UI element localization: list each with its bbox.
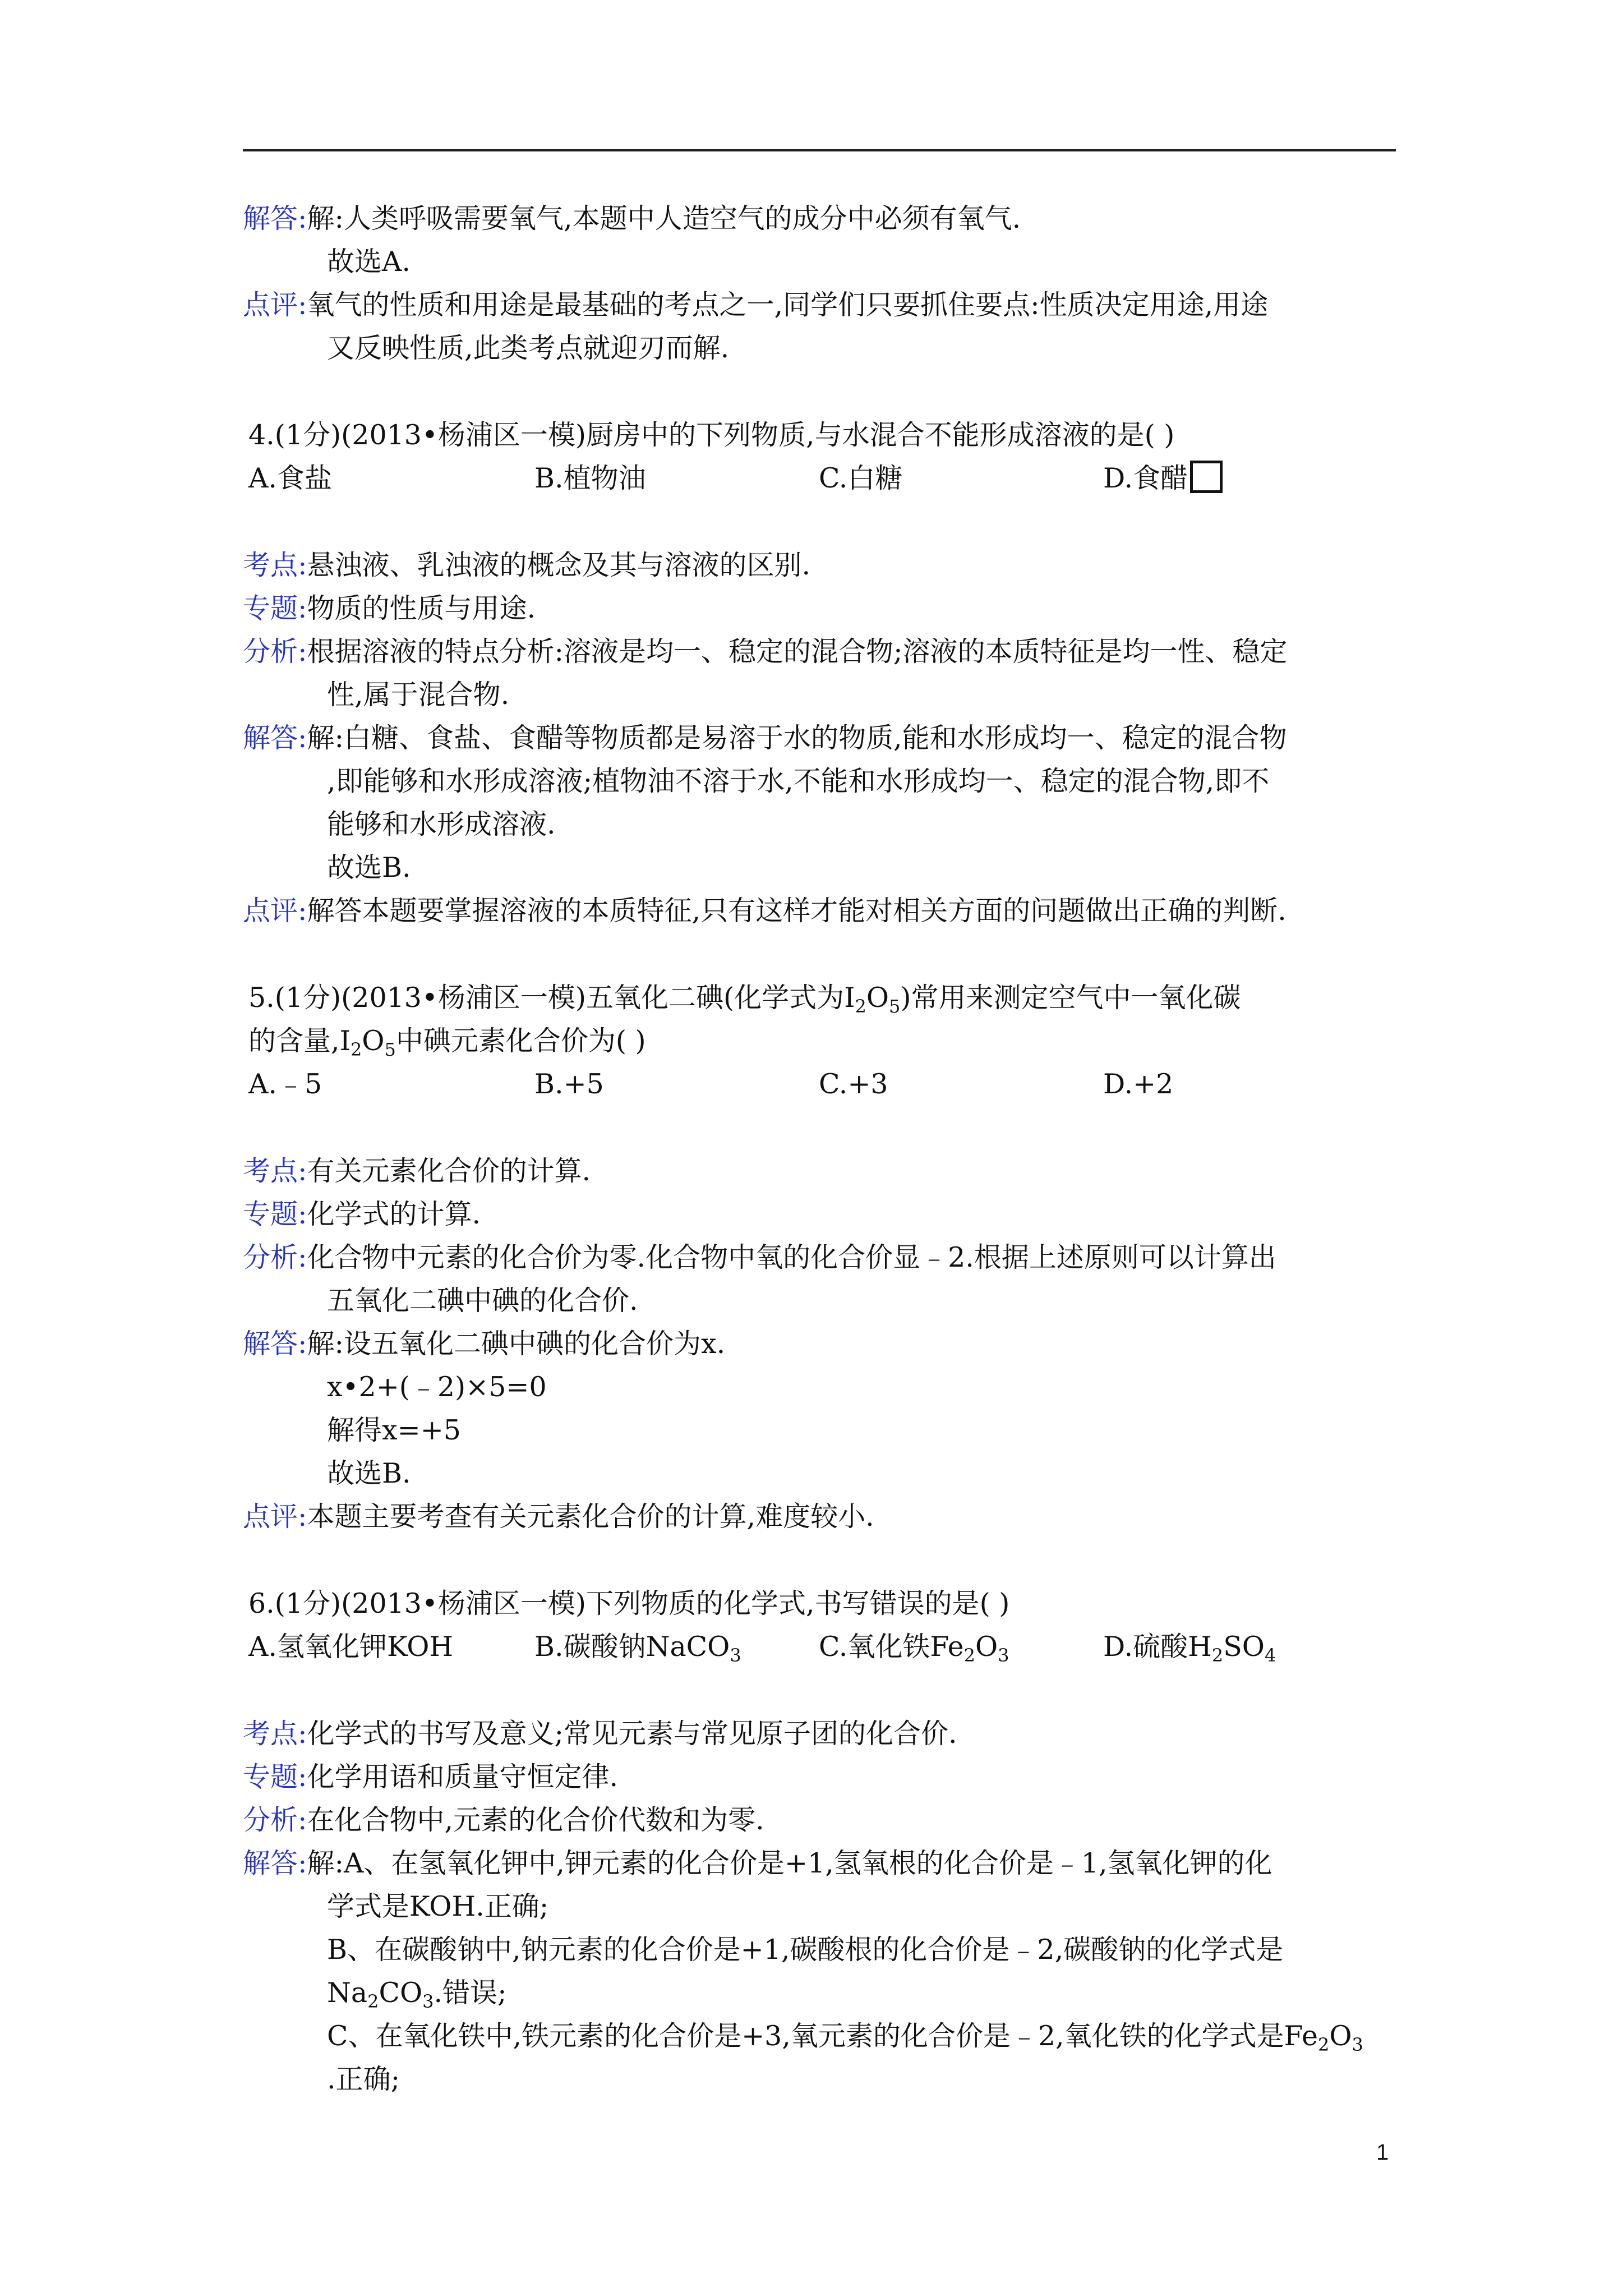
q5-stem-cont: 的含量$,I_2O_5$中碘元素化合价为( ) xyxy=(248,1025,646,1060)
q6-point: 考点:化学式的书写及意义;常见元素与常见原子团的化合价. xyxy=(243,1718,957,1750)
q4-answer-cont-1: ,即能够和水形成溶液;植物油不溶于水,不能和水形成均一、稳定的混合物,即不 xyxy=(327,765,1270,797)
q5-choose: 故选B. xyxy=(327,1457,411,1489)
q3-answer: 解答:解:人类呼吸需要氧气,本题中人造空气的成分中必须有氧气. xyxy=(243,203,1021,234)
page-number: 1 xyxy=(1376,2140,1389,2165)
q6-answer: 解答:解:A、在氢氧化钾中,钾元素的化合价是+1,氢氧根的化合价是﹣1,氢氧化钾的化 xyxy=(243,1847,1272,1879)
q4-option-c: C.白糖 xyxy=(819,462,903,494)
q6-answer-a-cont: 学式是KOH.正确; xyxy=(327,1890,549,1922)
q5-option-b: B.+5 xyxy=(534,1068,604,1100)
q6-stem: 6.(1分)(2013•杨浦区一模)下列物质的化学式,书写错误的是( ) xyxy=(248,1588,1010,1619)
q6-answer-b-cont: $Na_2CO_3$.错误; xyxy=(327,1977,507,2012)
q5-analysis: 分析:化合物中元素的化合价为零.化合物中氧的化合价显﹣2.根据上述原则可以计算出 xyxy=(243,1241,1276,1273)
q5-option-a: A.﹣5 xyxy=(248,1068,322,1100)
q4-option-a: A.食盐 xyxy=(248,462,332,494)
q4-comment: 点评:解答本题要掌握溶液的本质特征,只有这样才能对相关方面的问题做出正确的判断. xyxy=(243,895,1287,927)
q6-option-a: A.氢氧化钾KOH xyxy=(248,1631,454,1663)
q5-answer-eq: x•2+(﹣2)×5=0 xyxy=(327,1371,547,1403)
header-rule xyxy=(243,149,1396,151)
q5-stem: 5.(1分)(2013•杨浦区一模)五氧化二碘(化学式为$I_2O_5$)常用来测定空气中一氧化碳 xyxy=(248,982,1241,1017)
label-answer: 解答: xyxy=(243,203,307,234)
q5-answer-result: 解得x=+5 xyxy=(327,1414,461,1446)
q4-option-b: B.植物油 xyxy=(534,462,646,494)
q6-option-c: C.氧化铁$Fe_2O_3$ xyxy=(819,1631,1009,1666)
q4-stem: 4.(1分)(2013•杨浦区一模)厨房中的下列物质,与水混合不能形成溶液的是( ) xyxy=(248,419,1175,451)
label-comment: 点评: xyxy=(243,289,307,321)
q4-choose: 故选B. xyxy=(327,852,411,884)
q5-point: 考点:有关元素化合价的计算. xyxy=(243,1155,591,1187)
q6-answer-b: B、在碳酸钠中,钠元素的化合价是+1,碳酸根的化合价是﹣2,碳酸钠的化学式是 xyxy=(327,1934,1284,1966)
q4-answer-cont-2: 能够和水形成溶液. xyxy=(327,808,556,840)
q5-option-d: D.+2 xyxy=(1103,1068,1174,1100)
q6-answer-c-cont: .正确; xyxy=(327,2063,400,2095)
q5-answer: 解答:解:设五氧化二碘中碘的化合价为x. xyxy=(243,1328,726,1360)
q5-option-c: C.+3 xyxy=(819,1068,888,1100)
q4-option-d: D.食醋 xyxy=(1103,458,1223,499)
q4-analysis-cont: 性,属于混合物. xyxy=(327,679,510,711)
q6-topic: 专题:化学用语和质量守恒定律. xyxy=(243,1761,619,1793)
q4-analysis: 分析:根据溶液的特点分析:溶液是均一、稳定的混合物;溶液的本质特征是均一性、稳定 xyxy=(243,636,1288,668)
q6-analysis: 分析:在化合物中,元素的化合价代数和为零. xyxy=(243,1804,764,1836)
q3-comment: 点评:氧气的性质和用途是最基础的考点之一,同学们只要抓住要点:性质决定用途,用途 xyxy=(243,289,1269,321)
q5-analysis-cont: 五氧化二碘中碘的化合价. xyxy=(327,1285,638,1317)
q4-topic: 专题:物质的性质与用途. xyxy=(243,592,536,624)
q3-comment-cont: 又反映性质,此类考点就迎刃而解. xyxy=(327,332,730,364)
q6-answer-c: C、在氧化铁中,铁元素的化合价是+3,氧元素的化合价是﹣2,氧化铁的化学式是$Fe_2O_3$ xyxy=(327,2020,1363,2055)
q5-comment: 点评:本题主要考查有关元素化合价的计算,难度较小. xyxy=(243,1501,874,1533)
q3-choose: 故选A. xyxy=(327,246,411,278)
q5-topic: 专题:化学式的计算. xyxy=(243,1198,481,1230)
q6-option-b: B.碳酸钠NaCO$_3$ xyxy=(534,1631,741,1666)
q6-option-d: D.硫酸$H_2SO_4$ xyxy=(1103,1631,1276,1666)
answer-box xyxy=(1190,461,1223,493)
q4-point: 考点:悬浊液、乳浊液的概念及其与溶液的区别. xyxy=(243,549,811,581)
q4-answer: 解答:解:白糖、食盐、食醋等物质都是易溶于水的物质,能和水形成均一、稳定的混合物 xyxy=(243,722,1287,754)
